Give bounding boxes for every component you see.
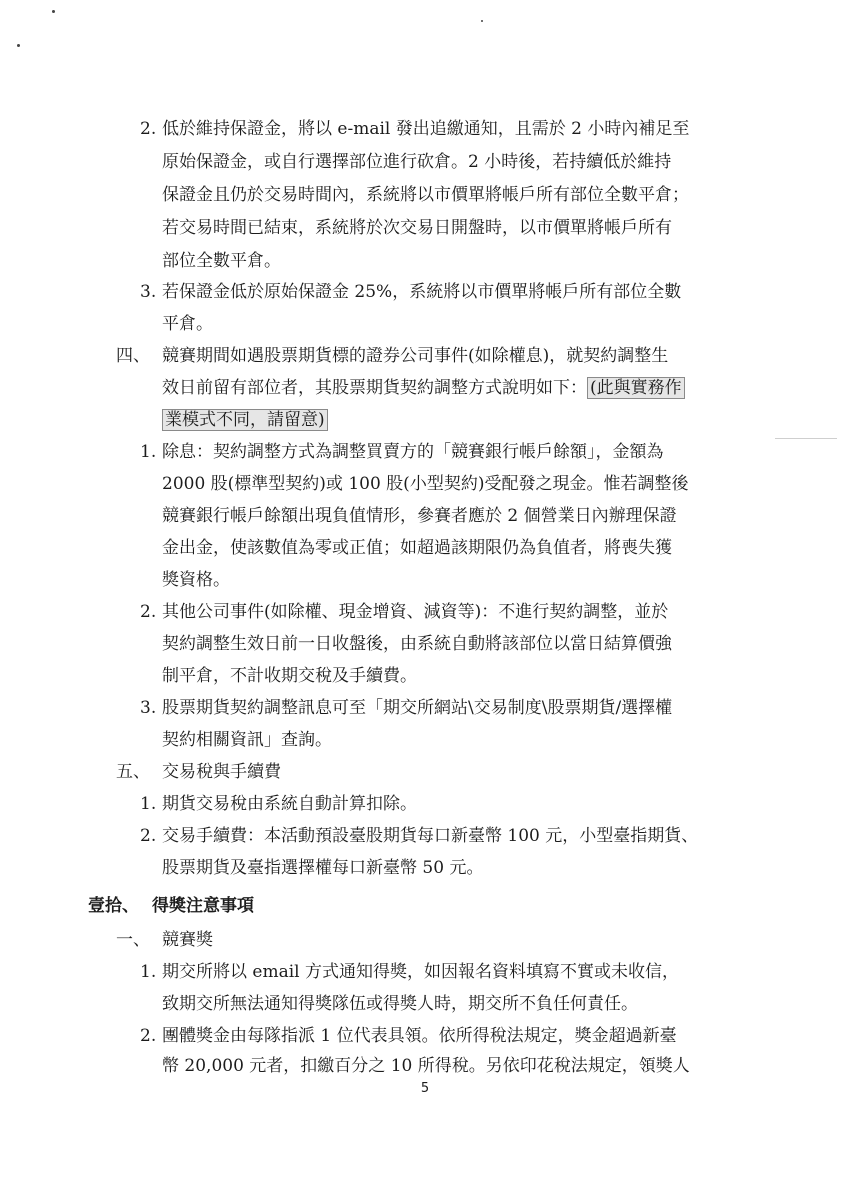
item-number: 2. [140,1026,157,1046]
sec4-item3-line1 [140,696,672,720]
text: 股票期貨契約調整訊息可至「期交所網站\交易制度\股票期貨/選擇權 [162,698,673,718]
text: 其他公司事件(如除權、現金增資、減資等)：不進行契約調整，並於 [162,602,669,622]
scan-speck [481,20,483,22]
item-number: 1. [140,794,157,814]
scan-speck [52,10,55,13]
sec3-item3-line2: 平倉。 [162,314,213,334]
text: 交易手續費：本活動預設臺股期貨每口新臺幣 100 元，小型臺指期貨、 [162,826,699,846]
sec4-line1 [116,344,668,368]
sub1-heading [116,928,213,952]
text: 團體獎金由每隊指派 1 位代表具領。依所得稅法規定，獎金超過新臺 [162,1026,677,1046]
text: 期貨交易稅由系統自動計算扣除。 [162,794,417,814]
text: 效日前留有部位者，其股票期貨契約調整方式說明如下： [162,378,587,398]
sec3-item2-line3: 保證金且仍於交易時間內，系統將以市價單將帳戶所有部位全數平倉； [162,185,689,205]
chapter-title: 得獎注意事項 [152,896,254,916]
page-number: 5 [420,1081,430,1096]
sub1-item2-line1 [140,1024,677,1048]
sub1-item1-line1 [140,960,679,984]
sec3-item2-line2: 原始保證金，或自行選擇部位進行砍倉。2 小時後，若持續低於維持 [162,152,672,172]
item-number: 2. [140,602,157,622]
highlight-note: 業模式不同，請留意) [162,409,328,431]
item-number: 2. [140,119,157,139]
sec3-item3-line1 [140,280,681,304]
section-label: 一、 [116,930,150,950]
item-number: 3. [140,282,157,302]
section-title: 競賽獎 [162,930,213,950]
sec4-item1-line5: 獎資格。 [162,570,230,590]
sec5-item2-line2: 股票期貨及臺指選擇權每口新臺幣 50 元。 [162,858,484,878]
chapter-heading [88,894,254,918]
item-number: 2. [140,826,157,846]
section-title: 交易稅與手續費 [162,762,281,782]
sec4-item2-line3: 制平倉，不計收期交稅及手續費。 [162,666,417,686]
chapter-label: 壹拾、 [88,896,139,916]
sec4-item1-line3: 競賽銀行帳戶餘額出現負值情形，參賽者應於 2 個營業日內辦理保證 [162,506,677,526]
scan-speck [17,44,20,47]
text: 除息：契約調整方式為調整買賣方的「競賽銀行帳戶餘額」，金額為 [162,442,664,462]
text: 若保證金低於原始保證金 25%，系統將以市價單將帳戶所有部位全數 [162,282,682,302]
text: 期交所將以 email 方式通知得獎，如因報名資料填寫不實或未收信， [162,962,679,982]
scan-mark [775,438,837,439]
sec4-item1-line1 [140,440,664,464]
highlight-note: (此與實務作 [587,377,685,399]
sec3-item2-line4: 若交易時間已結束，系統將於次交易日開盤時，以市價單將帳戶所有 [162,218,672,238]
sec5-item2-line1 [140,824,698,848]
section-label: 四、 [116,346,150,366]
sec5-item1-line1 [140,792,417,816]
sec4-item2-line2: 契約調整生效日前一日收盤後，由系統自動將該部位以當日結算價強 [162,634,672,654]
item-number: 1. [140,962,157,982]
sec3-item2-line1 [140,117,689,141]
sec4-item1-line2: 2000 股(標準型契約)或 100 股(小型契約)受配發之現金。惟若調整後 [162,474,689,494]
sec4-line3 [162,408,328,432]
sub1-item2-line2: 幣 20,000 元者，扣繳百分之 10 所得稅。另依印花稅法規定，領獎人 [162,1056,690,1076]
item-number: 1. [140,442,157,462]
section-label: 五、 [116,762,150,782]
sec4-item2-line1 [140,600,668,624]
sec5-heading [116,760,281,784]
sub1-item1-line2: 致期交所無法通知得獎隊伍或得獎人時，期交所不負任何責任。 [162,994,638,1014]
sec4-line2 [162,376,685,400]
sec4-item1-line4: 金出金，使該數值為零或正值；如超過該期限仍為負值者，將喪失獲 [162,538,672,558]
text: 低於維持保證金，將以 e-mail 發出追繳通知，且需於 2 小時內補足至 [162,119,690,139]
sec3-item2-line5: 部位全數平倉。 [162,251,281,271]
item-number: 3. [140,698,157,718]
text: 競賽期間如遇股票期貨標的證券公司事件(如除權息)，就契約調整生 [162,346,669,366]
sec4-item3-line2: 契約相關資訊」查詢。 [162,730,332,750]
